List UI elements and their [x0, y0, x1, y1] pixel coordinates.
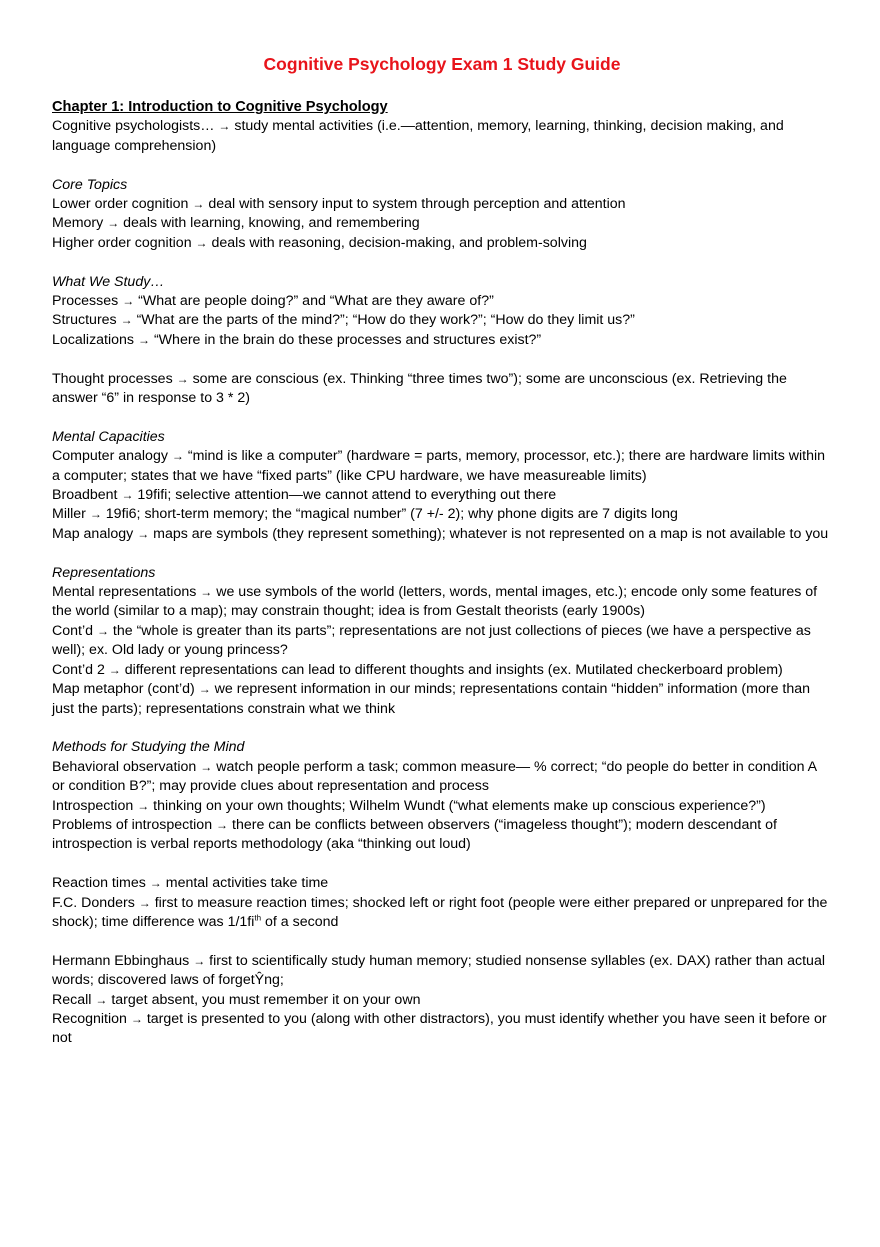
- arrow-icon: →: [121, 488, 134, 503]
- term: Introspection: [52, 797, 134, 814]
- arrow-icon: →: [89, 507, 102, 522]
- term: Hermann Ebbinghaus: [52, 952, 190, 969]
- arrow-icon: →: [95, 992, 108, 1007]
- list-item: [52, 816, 832, 855]
- arrow-icon: →: [137, 526, 150, 541]
- list-item: [52, 1010, 832, 1049]
- term: Cont’d: [52, 622, 94, 639]
- list-item: [52, 234, 832, 253]
- definition: deal with sensory input to system through perception and attention: [208, 196, 626, 213]
- list-item: [52, 680, 832, 719]
- definition: thinking on your own thoughts; Wilhelm Wundt (“what elements make up conscious experience?”): [153, 797, 766, 814]
- arrow-icon: →: [122, 294, 135, 309]
- definition: target is presented to you (along with other distractors), you must identify whether you have seen it before or not: [52, 1010, 827, 1047]
- definition: “Where in the brain do these processes and structures exist?”: [153, 331, 542, 348]
- term: Behavioral observation: [52, 758, 197, 775]
- arrow-icon: →: [108, 662, 121, 677]
- arrow-icon: →: [130, 1011, 143, 1026]
- arrow-icon: →: [137, 798, 150, 813]
- list-item: [52, 894, 832, 933]
- definition: “What are people doing?” and “What are they aware of?”: [138, 293, 494, 310]
- definition: mental activities take time: [165, 875, 329, 892]
- superscript: th: [254, 913, 262, 923]
- list-item: [52, 486, 832, 505]
- definition: first to scientifically study human memory; studied nonsense syllables (ex. DAX) rather than actual words; discovered laws of forgetŶng;: [52, 952, 825, 989]
- definition: we represent information in our minds; representations contain “hidden” information (more than just the parts); representations constrain what we think: [52, 681, 811, 717]
- term: Recognition: [52, 1010, 127, 1027]
- term: Cont’d 2: [52, 661, 105, 678]
- arrow-icon: →: [216, 817, 229, 832]
- chapter-heading: Chapter 1: Introduction to Cognitive Psychology: [52, 99, 388, 115]
- term: Miller: [52, 506, 86, 523]
- page-title: Cognitive Psychology Exam 1 Study Guide: [263, 54, 621, 74]
- section-heading-methods: Methods for Studying the Mind: [52, 739, 245, 756]
- arrow-icon: →: [138, 895, 151, 910]
- definition-tail: of a second: [261, 913, 339, 930]
- arrow-icon: →: [218, 119, 231, 134]
- arrow-icon: →: [96, 623, 109, 638]
- term: F.C. Donders: [52, 894, 135, 911]
- list-item: [52, 952, 832, 991]
- section-heading-mental-capacities: Mental Capacities: [52, 428, 165, 445]
- definition: “What are the parts of the mind?”; “How do they work?”; “How do they limit us?”: [136, 312, 635, 329]
- list-item: [52, 292, 832, 311]
- term: Broadbent: [52, 487, 118, 504]
- term: Reaction times: [52, 875, 146, 892]
- term: Recall: [52, 991, 92, 1008]
- arrow-icon: →: [195, 235, 208, 250]
- definition: deals with learning, knowing, and remembering: [123, 215, 420, 232]
- arrow-icon: →: [200, 759, 213, 774]
- arrow-icon: →: [149, 876, 162, 891]
- term: Mental representations: [52, 584, 197, 601]
- definition: target absent, you must remember it on your own: [111, 991, 421, 1008]
- list-item: [52, 311, 832, 330]
- arrow-icon: →: [120, 313, 133, 328]
- term: Processes: [52, 293, 119, 310]
- list-item: [52, 195, 832, 214]
- definition: the “whole is greater than its parts”; representations are not just collections of pieces (we have a perspective as well); ex. Old lady or young princess?: [52, 622, 811, 659]
- section-heading-what-we-study: What We Study…: [52, 273, 165, 290]
- term: Localizations: [52, 331, 135, 348]
- list-item: [52, 622, 832, 661]
- list-item: [52, 758, 832, 797]
- term: Cognitive psychologists…: [52, 118, 215, 135]
- definition: “mind is like a computer” (hardware = parts, memory, processor, etc.); there are hardware limits within a computer; states that we have “fixed parts” (like CPU hardware, we have measureable limits): [52, 448, 826, 484]
- list-item: [52, 583, 832, 622]
- list-item: [52, 214, 832, 233]
- list-item: [52, 505, 832, 524]
- arrow-icon: →: [176, 371, 189, 386]
- term: Thought processes: [52, 370, 173, 387]
- arrow-icon: →: [198, 682, 211, 697]
- definition: deals with reasoning, decision-making, and problem-solving: [211, 234, 587, 251]
- arrow-icon: →: [107, 216, 120, 231]
- list-item: [52, 797, 832, 816]
- section-heading-core-topics: Core Topics: [52, 176, 128, 193]
- term: Lower order cognition: [52, 196, 189, 213]
- definition: there can be conflicts between observers (“imageless thought”); modern descendant of introspection is verbal reports methodology (aka “thinking out loud): [52, 816, 777, 853]
- definition: 19ﬁﬁ; selective attention—we cannot attend to everything out there: [137, 487, 557, 504]
- arrow-icon: →: [171, 449, 184, 464]
- list-item: [52, 331, 832, 350]
- list-item: [52, 525, 832, 544]
- list-item: [52, 874, 832, 893]
- arrow-icon: →: [200, 585, 213, 600]
- definition: some are conscious (ex. Thinking “three times two”); some are unconscious (ex. Retrieving the answer “6” in response to 3 * 2): [52, 370, 787, 407]
- term: Map analogy: [52, 525, 134, 542]
- definition: watch people perform a task; common measure— % correct; “do people do better in condition A or condition B?”; may provide clues about representation and process: [52, 758, 817, 795]
- definition: maps are symbols (they represent something); whatever is not represented on a map is not available to you: [153, 525, 829, 542]
- arrow-icon: →: [192, 197, 205, 212]
- definition: different representations can lead to different thoughts and insights (ex. Mutilated checkerboard problem): [124, 661, 783, 678]
- definition: 19ﬁ6; short-term memory; the “magical number” (7 +/- 2); why phone digits are 7 digits long: [105, 506, 678, 523]
- list-item: [52, 991, 832, 1010]
- term: Higher order cognition: [52, 234, 192, 251]
- term: Problems of introspection: [52, 816, 213, 833]
- arrow-icon: →: [193, 953, 206, 968]
- list-item: [52, 447, 832, 486]
- term: Structures: [52, 312, 117, 329]
- list-item: [52, 661, 832, 680]
- definition: study mental activities (i.e.—attention, memory, learning, thinking, decision making, and language comprehension): [52, 118, 784, 154]
- term: Computer analogy: [52, 448, 168, 465]
- section-heading-representations: Representations: [52, 564, 156, 581]
- definition: we use symbols of the world (letters, words, mental images, etc.); encode only some features of the world (similar to a map); may constrain thought; idea is from Gestalt theorists (early 1900s): [52, 584, 818, 620]
- arrow-icon: →: [137, 332, 150, 347]
- term: Memory: [52, 215, 104, 232]
- list-item: [52, 370, 832, 409]
- definition: first to measure reaction times; shocked left or right foot (people were either prepared or unprepared for the shock); time difference was 1/1ﬁ: [52, 894, 828, 930]
- term: Map metaphor (cont’d): [52, 681, 195, 698]
- document-page: [52, 52, 832, 1049]
- intro-line: [52, 117, 832, 156]
